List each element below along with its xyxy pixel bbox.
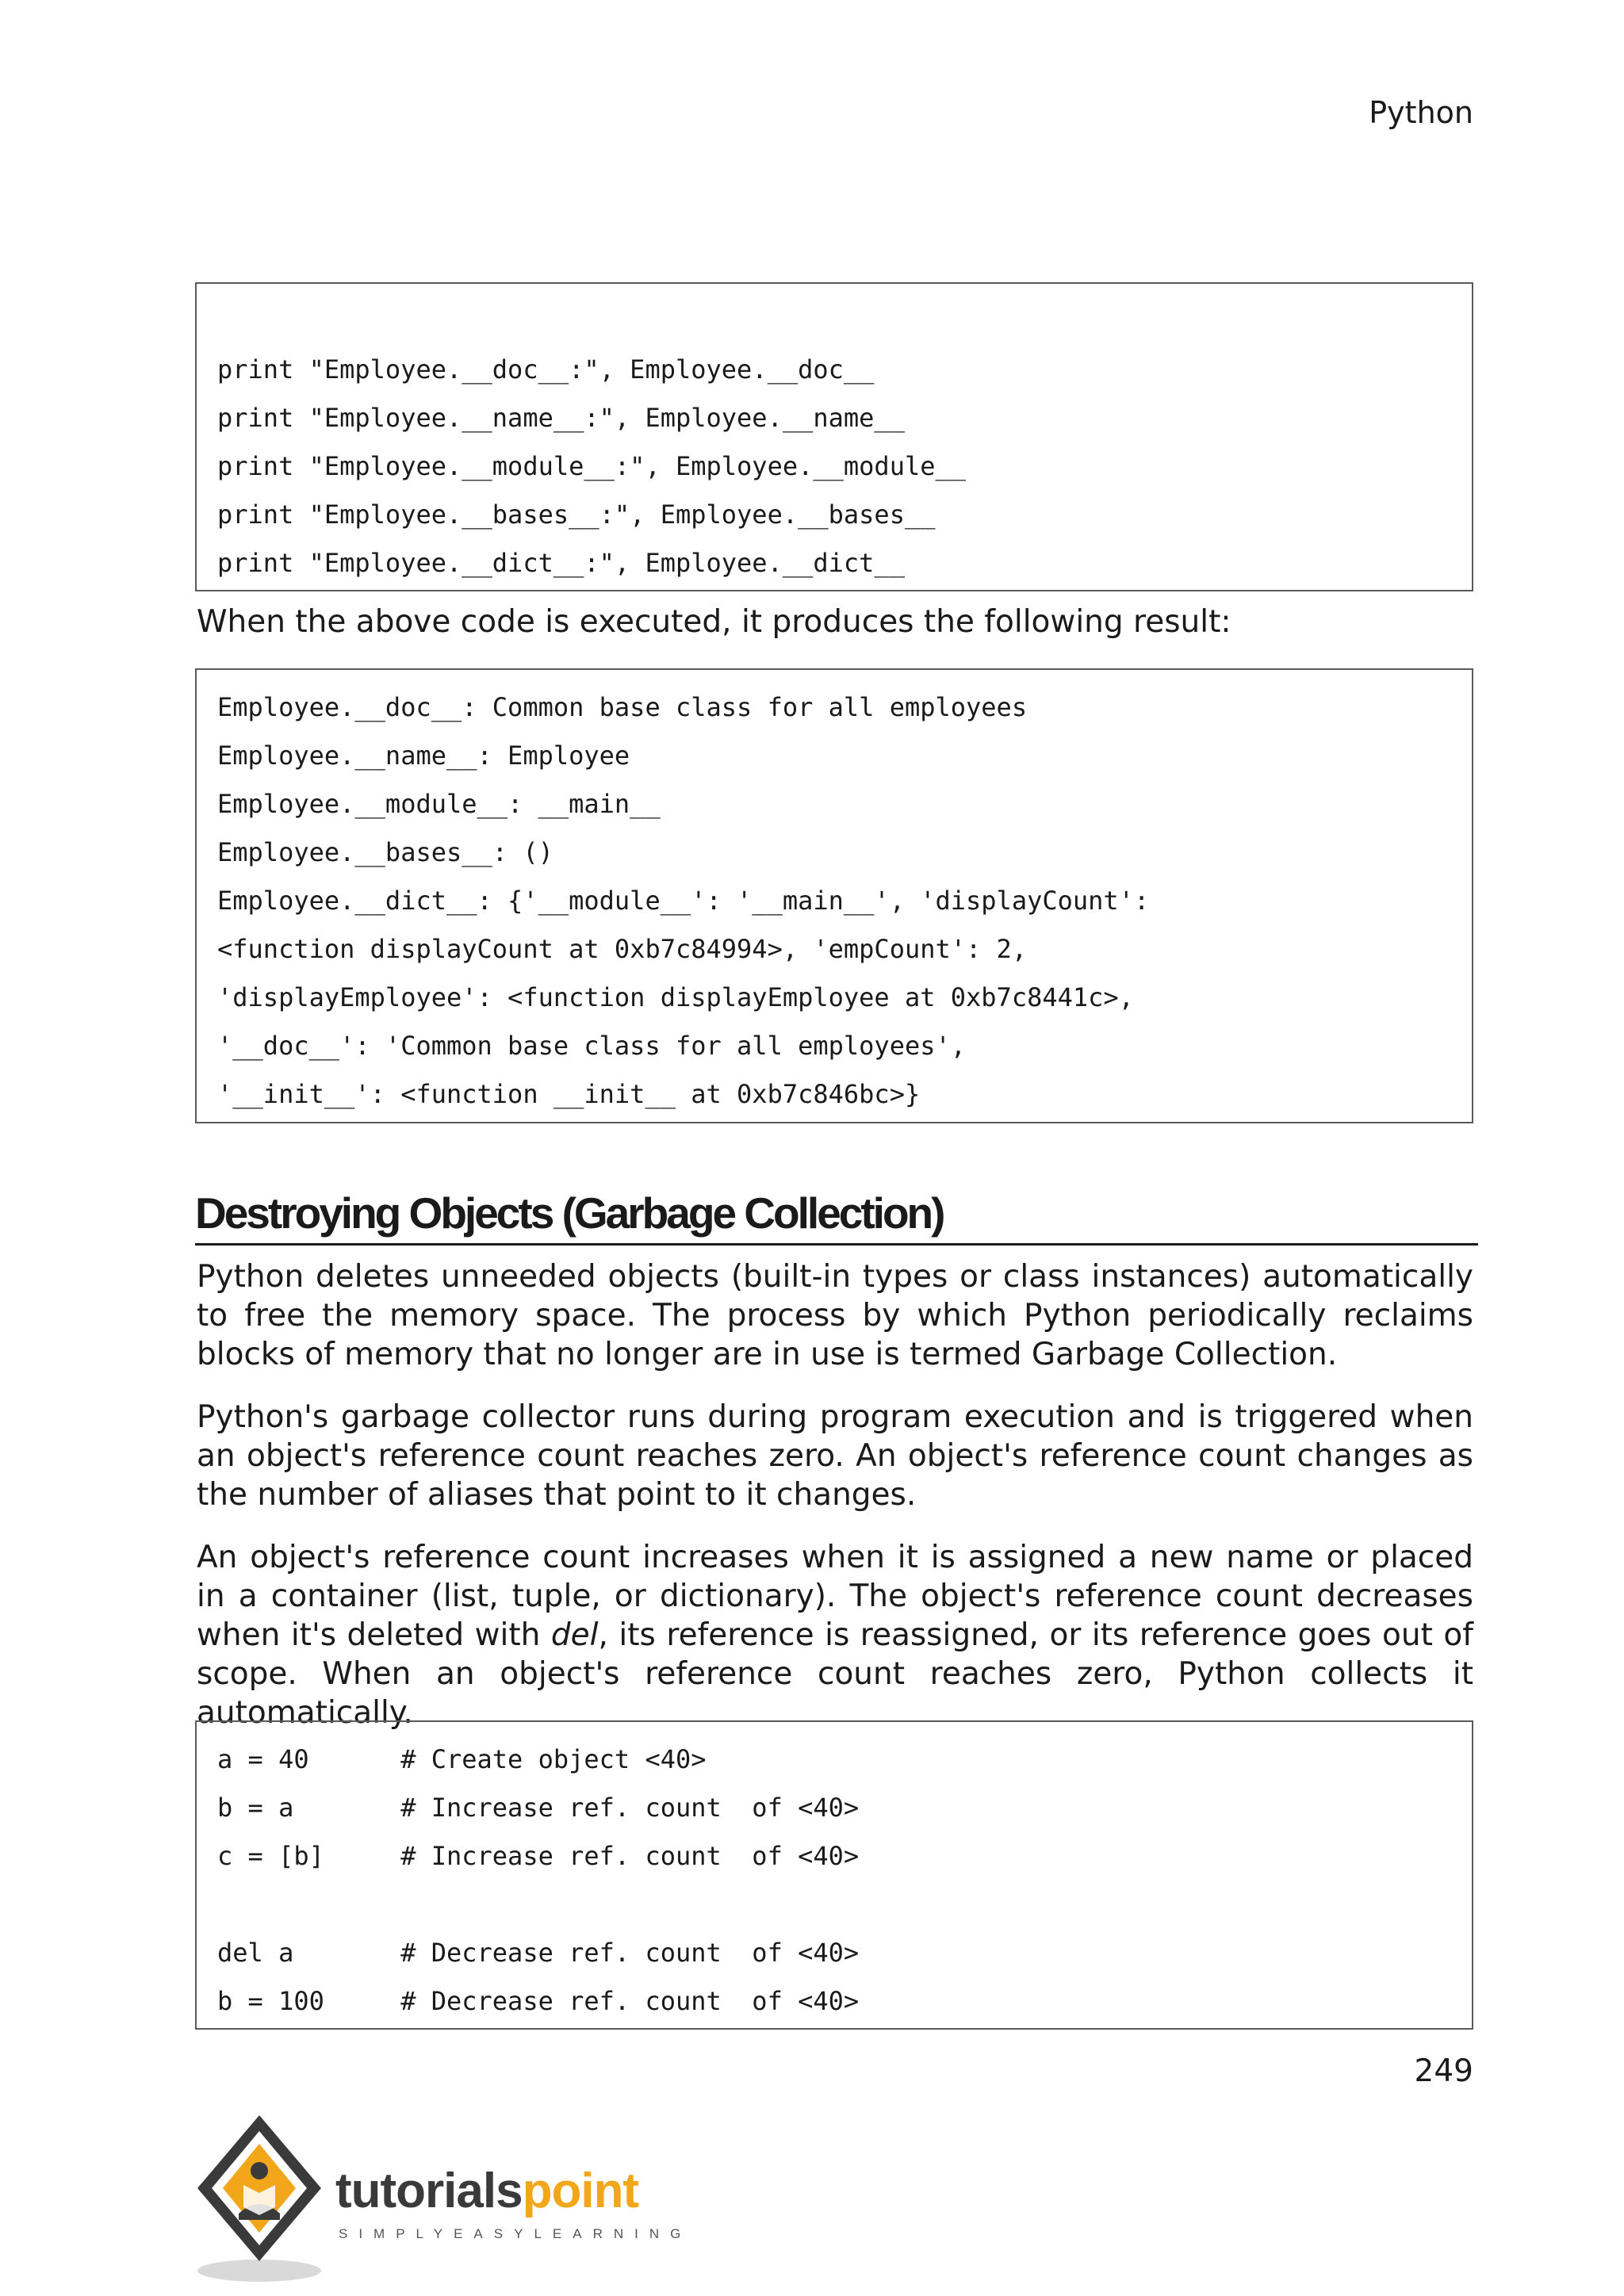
logo-tagline: SIMPLYEASYLEARNING xyxy=(339,2226,692,2241)
output-line: '__doc__': 'Common base class for all employees', xyxy=(217,1031,967,1061)
output-line: Employee.__dict__: {'__module__': '__main__', 'displayCount': xyxy=(217,886,1150,916)
code-line: print "Employee.__bases__:", Employee.__bases__ xyxy=(217,499,936,530)
tutorialspoint-logo xyxy=(194,2109,702,2291)
code-line xyxy=(217,1881,1472,1929)
output-line: '__init__': <function __init__ at 0xb7c846bc>} xyxy=(217,1079,921,1109)
code-line: print "Employee.__doc__:", Employee.__doc__ xyxy=(217,354,875,385)
body-paragraph xyxy=(197,1538,1473,1732)
code-block xyxy=(195,1720,1473,2030)
code-line: del a # Decrease ref. count of <40> xyxy=(217,1938,860,1968)
code-line: print "Employee.__dict__:", Employee.__dict__ xyxy=(217,548,905,578)
output-line: Employee.__module__: __main__ xyxy=(217,789,661,819)
output-block xyxy=(195,668,1473,1123)
section-heading: Destroying Objects (Garbage Collection) xyxy=(195,1188,1478,1246)
code-line: a = 40 # Create object <40> xyxy=(217,1744,707,1774)
code-line: b = a # Increase ref. count of <40> xyxy=(217,1793,860,1823)
running-header: Python xyxy=(1369,95,1473,130)
intro-text: When the above code is executed, it produces the following result: xyxy=(197,604,1231,640)
output-line: Employee.__bases__: () xyxy=(217,837,553,867)
code-line: c = [b] # Increase ref. count of <40> xyxy=(217,1841,860,1871)
output-line: Employee.__doc__: Common base class for all employees xyxy=(217,692,1028,722)
paragraph-text: An object's reference count increases when it is assigned a new name or placed in a container (list, tuple, or dictionary). The object's reference count decreases when it's deleted with xyxy=(197,1540,1473,1653)
output-line: 'displayEmployee': <function displayEmployee at 0xb7c8441c>, xyxy=(217,982,1134,1012)
code-line: print "Employee.__name__:", Employee.__name__ xyxy=(217,403,905,433)
paragraph-text: , its reference is reassigned, or its reference goes out of scope. When an object's reference count reaches zero, Python collects it automatically. xyxy=(197,1617,1473,1731)
code-line: b = 100 # Decrease ref. count of <40> xyxy=(217,1986,860,2016)
output-line: Employee.__name__: Employee xyxy=(217,740,630,771)
del-keyword: del xyxy=(550,1617,599,1653)
output-line: <function displayCount at 0xb7c84994>, 'empCount': 2, xyxy=(217,934,1028,964)
logo-emblem-icon xyxy=(194,2109,337,2291)
code-line: print "Employee.__module__:", Employee.__module__ xyxy=(217,451,967,481)
page-number: 249 xyxy=(1414,2053,1473,2089)
logo-wordmark: tutorialspoint xyxy=(335,2164,639,2218)
body-paragraph: Python's garbage collector runs during program execution and is triggered when an object's reference count reaches zero. An object's reference count changes as the number of aliases that point to it changes. xyxy=(197,1399,1473,1513)
code-block xyxy=(195,282,1473,591)
body-paragraph: Python deletes unneeded objects (built-in types or class instances) automatically to free the memory space. The process by which Python periodically reclaims blocks of memory that no longer are in use is termed Garbage Collection. xyxy=(197,1259,1473,1372)
